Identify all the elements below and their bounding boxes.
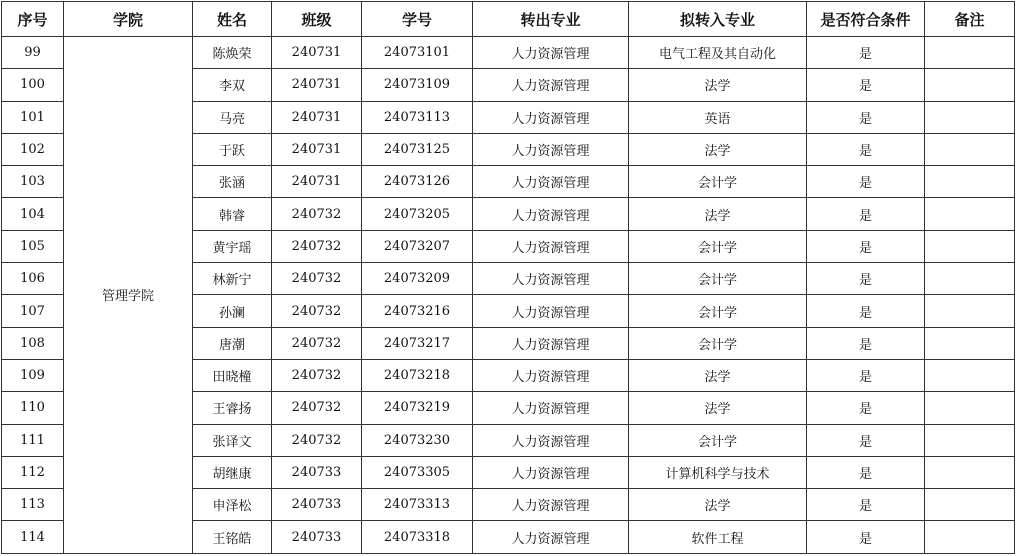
cell-class: 240731 [272, 166, 362, 198]
cell-remarks [925, 101, 1015, 133]
cell-from-major: 人力资源管理 [473, 69, 629, 101]
cell-college: 管理学院 [64, 37, 193, 554]
cell-remarks [925, 327, 1015, 359]
cell-from-major: 人力资源管理 [473, 521, 629, 553]
cell-name: 张译文 [193, 424, 272, 456]
cell-remarks [925, 166, 1015, 198]
cell-student-id: 24073217 [362, 327, 473, 359]
cell-name: 王铭皓 [193, 521, 272, 553]
cell-class: 240731 [272, 69, 362, 101]
table-row [2, 37, 1015, 69]
cell-seq: 113 [2, 489, 64, 521]
cell-seq: 106 [2, 263, 64, 295]
cell-class: 240732 [272, 295, 362, 327]
cell-from-major: 人力资源管理 [473, 198, 629, 230]
cell-to-major: 计算机科学与技术 [629, 456, 807, 488]
cell-student-id: 24073313 [362, 489, 473, 521]
cell-class: 240732 [272, 392, 362, 424]
cell-class: 240732 [272, 424, 362, 456]
cell-seq: 109 [2, 359, 64, 391]
cell-from-major: 人力资源管理 [473, 101, 629, 133]
cell-remarks [925, 198, 1015, 230]
cell-eligible: 是 [807, 230, 925, 262]
cell-class: 240733 [272, 456, 362, 488]
cell-remarks [925, 295, 1015, 327]
cell-to-major: 法学 [629, 489, 807, 521]
cell-seq: 107 [2, 295, 64, 327]
cell-from-major: 人力资源管理 [473, 489, 629, 521]
cell-name: 唐潮 [193, 327, 272, 359]
cell-remarks [925, 392, 1015, 424]
cell-remarks [925, 263, 1015, 295]
cell-seq: 110 [2, 392, 64, 424]
cell-to-major: 法学 [629, 69, 807, 101]
cell-student-id: 24073209 [362, 263, 473, 295]
cell-student-id: 24073113 [362, 101, 473, 133]
cell-name: 黄宇瑶 [193, 230, 272, 262]
cell-to-major: 会计学 [629, 327, 807, 359]
cell-to-major: 会计学 [629, 295, 807, 327]
cell-seq: 108 [2, 327, 64, 359]
cell-eligible: 是 [807, 133, 925, 165]
cell-name: 胡继康 [193, 456, 272, 488]
cell-class: 240732 [272, 327, 362, 359]
cell-seq: 102 [2, 133, 64, 165]
cell-seq: 104 [2, 198, 64, 230]
cell-from-major: 人力资源管理 [473, 392, 629, 424]
cell-to-major: 会计学 [629, 230, 807, 262]
cell-from-major: 人力资源管理 [473, 424, 629, 456]
cell-student-id: 24073318 [362, 521, 473, 553]
cell-eligible: 是 [807, 359, 925, 391]
cell-name: 韩睿 [193, 198, 272, 230]
cell-to-major: 法学 [629, 359, 807, 391]
transfer-roster-table [1, 1, 1015, 554]
cell-class: 240732 [272, 198, 362, 230]
cell-to-major: 法学 [629, 392, 807, 424]
cell-remarks [925, 521, 1015, 553]
cell-seq: 105 [2, 230, 64, 262]
cell-student-id: 24073216 [362, 295, 473, 327]
cell-student-id: 24073207 [362, 230, 473, 262]
cell-from-major: 人力资源管理 [473, 359, 629, 391]
cell-eligible: 是 [807, 166, 925, 198]
cell-remarks [925, 133, 1015, 165]
cell-seq: 99 [2, 37, 64, 69]
cell-name: 张涵 [193, 166, 272, 198]
cell-from-major: 人力资源管理 [473, 263, 629, 295]
cell-remarks [925, 230, 1015, 262]
header-student-id: 学号 [362, 2, 473, 37]
cell-eligible: 是 [807, 392, 925, 424]
cell-seq: 101 [2, 101, 64, 133]
cell-student-id: 24073218 [362, 359, 473, 391]
cell-seq: 112 [2, 456, 64, 488]
cell-class: 240731 [272, 101, 362, 133]
cell-seq: 114 [2, 521, 64, 553]
cell-name: 李双 [193, 69, 272, 101]
cell-to-major: 英语 [629, 101, 807, 133]
cell-name: 陈焕荣 [193, 37, 272, 69]
cell-eligible: 是 [807, 263, 925, 295]
cell-eligible: 是 [807, 424, 925, 456]
cell-eligible: 是 [807, 37, 925, 69]
cell-class: 240731 [272, 133, 362, 165]
cell-seq: 103 [2, 166, 64, 198]
cell-name: 申泽松 [193, 489, 272, 521]
cell-remarks [925, 69, 1015, 101]
cell-class: 240732 [272, 359, 362, 391]
header-name: 姓名 [193, 2, 272, 37]
header-remarks: 备注 [925, 2, 1015, 37]
cell-to-major: 法学 [629, 133, 807, 165]
cell-student-id: 24073205 [362, 198, 473, 230]
cell-name: 马亮 [193, 101, 272, 133]
cell-remarks [925, 359, 1015, 391]
cell-eligible: 是 [807, 456, 925, 488]
cell-eligible: 是 [807, 101, 925, 133]
cell-to-major: 软件工程 [629, 521, 807, 553]
cell-seq: 111 [2, 424, 64, 456]
cell-to-major: 法学 [629, 198, 807, 230]
cell-student-id: 24073109 [362, 69, 473, 101]
cell-student-id: 24073101 [362, 37, 473, 69]
cell-name: 林新宁 [193, 263, 272, 295]
cell-eligible: 是 [807, 198, 925, 230]
table-header [2, 2, 1015, 37]
cell-name: 田晓橦 [193, 359, 272, 391]
cell-remarks [925, 489, 1015, 521]
cell-from-major: 人力资源管理 [473, 327, 629, 359]
header-college: 学院 [64, 2, 193, 37]
cell-eligible: 是 [807, 295, 925, 327]
cell-student-id: 24073305 [362, 456, 473, 488]
cell-student-id: 24073125 [362, 133, 473, 165]
cell-remarks [925, 37, 1015, 69]
cell-to-major: 电气工程及其自动化 [629, 37, 807, 69]
cell-class: 240733 [272, 521, 362, 553]
cell-to-major: 会计学 [629, 263, 807, 295]
cell-from-major: 人力资源管理 [473, 456, 629, 488]
cell-remarks [925, 424, 1015, 456]
header-seq: 序号 [2, 2, 64, 37]
header-from-major: 转出专业 [473, 2, 629, 37]
cell-name: 孙澜 [193, 295, 272, 327]
table-body [2, 37, 1015, 554]
cell-from-major: 人力资源管理 [473, 133, 629, 165]
cell-from-major: 人力资源管理 [473, 37, 629, 69]
cell-eligible: 是 [807, 489, 925, 521]
cell-class: 240732 [272, 230, 362, 262]
cell-from-major: 人力资源管理 [473, 166, 629, 198]
cell-class: 240733 [272, 489, 362, 521]
cell-seq: 100 [2, 69, 64, 101]
cell-eligible: 是 [807, 327, 925, 359]
cell-to-major: 会计学 [629, 166, 807, 198]
cell-student-id: 24073126 [362, 166, 473, 198]
cell-from-major: 人力资源管理 [473, 295, 629, 327]
header-eligible: 是否符合条件 [807, 2, 925, 37]
header-row [2, 2, 1015, 37]
cell-from-major: 人力资源管理 [473, 230, 629, 262]
cell-eligible: 是 [807, 69, 925, 101]
cell-class: 240732 [272, 263, 362, 295]
cell-student-id: 24073230 [362, 424, 473, 456]
cell-remarks [925, 456, 1015, 488]
cell-name: 王睿扬 [193, 392, 272, 424]
header-class: 班级 [272, 2, 362, 37]
cell-class: 240731 [272, 37, 362, 69]
cell-eligible: 是 [807, 521, 925, 553]
cell-name: 于跃 [193, 133, 272, 165]
header-to-major: 拟转入专业 [629, 2, 807, 37]
cell-student-id: 24073219 [362, 392, 473, 424]
cell-to-major: 会计学 [629, 424, 807, 456]
